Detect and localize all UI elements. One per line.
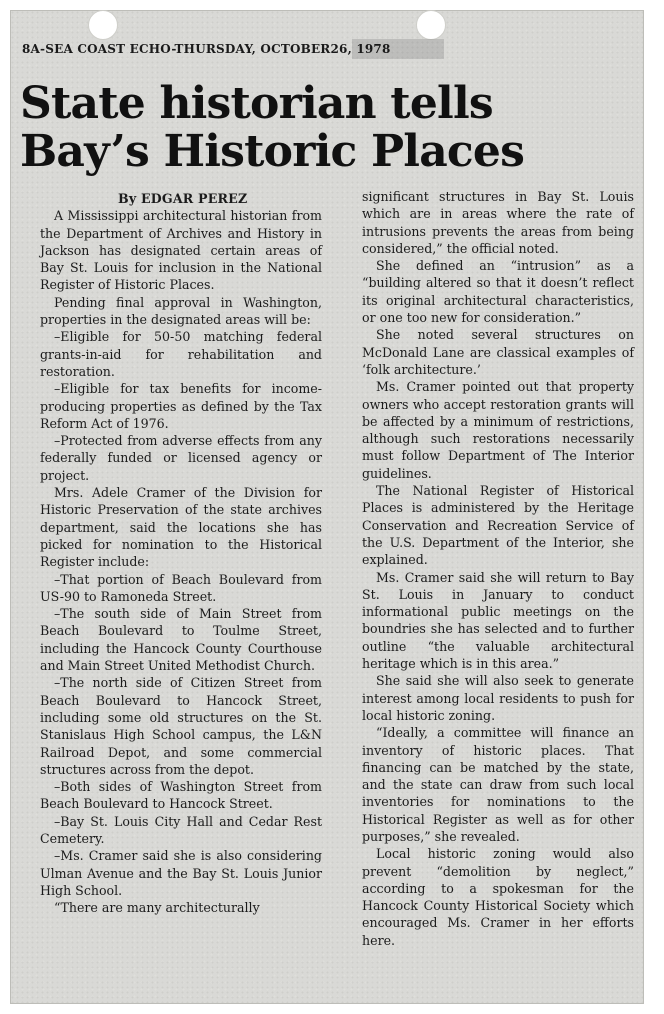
paragraph: “There are many architecturally [54, 900, 260, 916]
paragraph: A Mississippi architectural historian from the Department of Archives and History in Jackson has designated certain areas of Bay St. Louis for inclusion in the National Register of Historic Places. [40, 208, 322, 293]
paragraph: “Ideally, a committee will finance an inventory of historic places. That financing can be matched by the state, and the state can draw from such local inventories for nominations to the Historical Register as well as for other purposes,” she revealed. [362, 725, 634, 844]
list-paragraph: –Eligible for tax benefits for income-producing properties as defined by the Tax Reform Act of 1976. [40, 381, 322, 431]
paragraph: Pending final approval in Washington, properties in the designated areas will be: [40, 294, 322, 328]
list-paragraph: –Eligible for 50-50 matching federal grants-in-aid for rehabilitation and restoration. [40, 329, 322, 379]
list-paragraph: –That portion of Beach Boulevard from US-90 to Ramoneda Street. [40, 571, 322, 604]
newspaper-clipping [10, 10, 644, 1004]
paragraph: She defined an “intrusion” as a “building altered so that it doesn’t reflect its original architectural characteristics, or one too new for consideration.” [362, 258, 634, 326]
paragraph: Local historic zoning would also prevent “demolition by neglect,” according to a spokesman for the Hancock County Historical Society which encouraged Ms. Cramer in her efforts here. [362, 846, 634, 948]
paragraph: Mrs. Adele Cramer of the Division for Historic Preservation of the state archives department, said the locations she has picked for nomination to the Historical Register include: [40, 485, 322, 570]
headline-line-1: State historian tells [20, 78, 493, 129]
list-paragraph: –Ms. Cramer said she is also considering Ulman Avenue and the Bay St. Louis Junior High School. [40, 848, 322, 898]
list-paragraph: –The north side of Citizen Street from Beach Boulevard to Hancock Street, including some old structures on the St. Stanislaus High School campus, the L&N Railroad Depot, and some commercial structures across from the depot. [40, 675, 322, 777]
paragraph: Ms. Cramer said she will return to Bay St. Louis in January to conduct informational public meetings on the boundries she has selected and to further outline “the valuable architectural heritage which is in this area.” [362, 569, 634, 672]
paragraph: Ms. Cramer pointed out that property owners who accept restoration grants will be affected by a minimum of restrictions, although such restorations necessarily must follow Department of The Interior guidelines. [362, 379, 634, 481]
paragraph: The National Register of Historical Places is administered by the Heritage Conservation and Recreation Service of the U.S. Department of the Interior, she explained. [362, 483, 634, 568]
paragraph: significant structures in Bay St. Louis which are in areas where the rate of intrusions prevents the areas from being considered,” the official noted. [362, 189, 634, 256]
list-paragraph: –Bay St. Louis City Hall and Cedar Rest Cemetery. [40, 813, 322, 846]
paragraph: She noted several structures on McDonald Lane are classical examples of ‘folk architecture.’ [362, 327, 634, 377]
punch-hole-right [416, 10, 446, 40]
article-column-right [362, 188, 634, 949]
list-paragraph: –Both sides of Washington Street from Beach Boulevard to Hancock Street. [40, 779, 322, 812]
punch-hole-left [88, 10, 118, 40]
headline-line-2: Bay’s Historic Places [20, 126, 525, 177]
headline [20, 80, 640, 176]
page-folio: 8A-SEA COAST ECHO-THURSDAY, OCTOBER26, 1978 [22, 42, 391, 56]
article-column-left [40, 190, 322, 916]
list-paragraph: –The south side of Main Street from Beach Boulevard to Toulme Street, including the Hancock County Courthouse and Main Street United Methodist Church. [40, 606, 322, 674]
paragraph: She said she will also seek to generate interest among local residents to push for local historic zoning. [362, 673, 634, 723]
list-paragraph: –Protected from adverse effects from any federally funded or licensed agency or project. [40, 433, 322, 483]
byline: By EDGAR PEREZ [118, 191, 248, 206]
